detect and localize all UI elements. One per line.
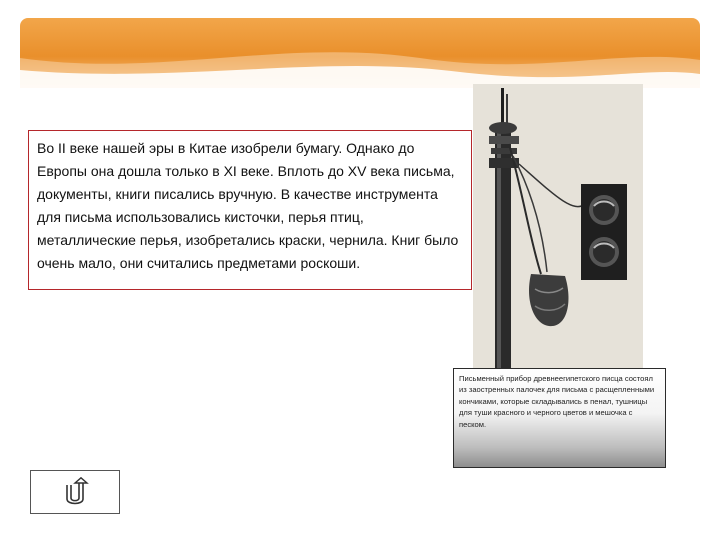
u-turn-up-arrow-icon bbox=[61, 477, 93, 509]
return-button[interactable] bbox=[30, 470, 120, 514]
writing-instruments-photo bbox=[473, 84, 643, 380]
scribe-palette-illustration bbox=[473, 84, 643, 380]
header-band bbox=[20, 18, 700, 88]
main-text-box: Во II веке нашей эры в Китае изобрели бумагу. Однако до Европы она дошла только в XI веке. Вплоть до XV века письма, документы, книги писались вручную. В качестве инструмента для письма использовались кисточки, перья птиц, металлические перья, изобретались краски, чернила. Книг было очень мало, они считались предметами роскоши. bbox=[28, 130, 472, 290]
photo-caption: Письменный прибор древнеегипетского писца состоял из заостренных палочек для письма с расщепленными кончиками, которые складывались в пенал, тушницы для туши красного и черного цветов и мешочка с песком. bbox=[453, 368, 666, 468]
header-wave-decoration bbox=[20, 18, 700, 88]
